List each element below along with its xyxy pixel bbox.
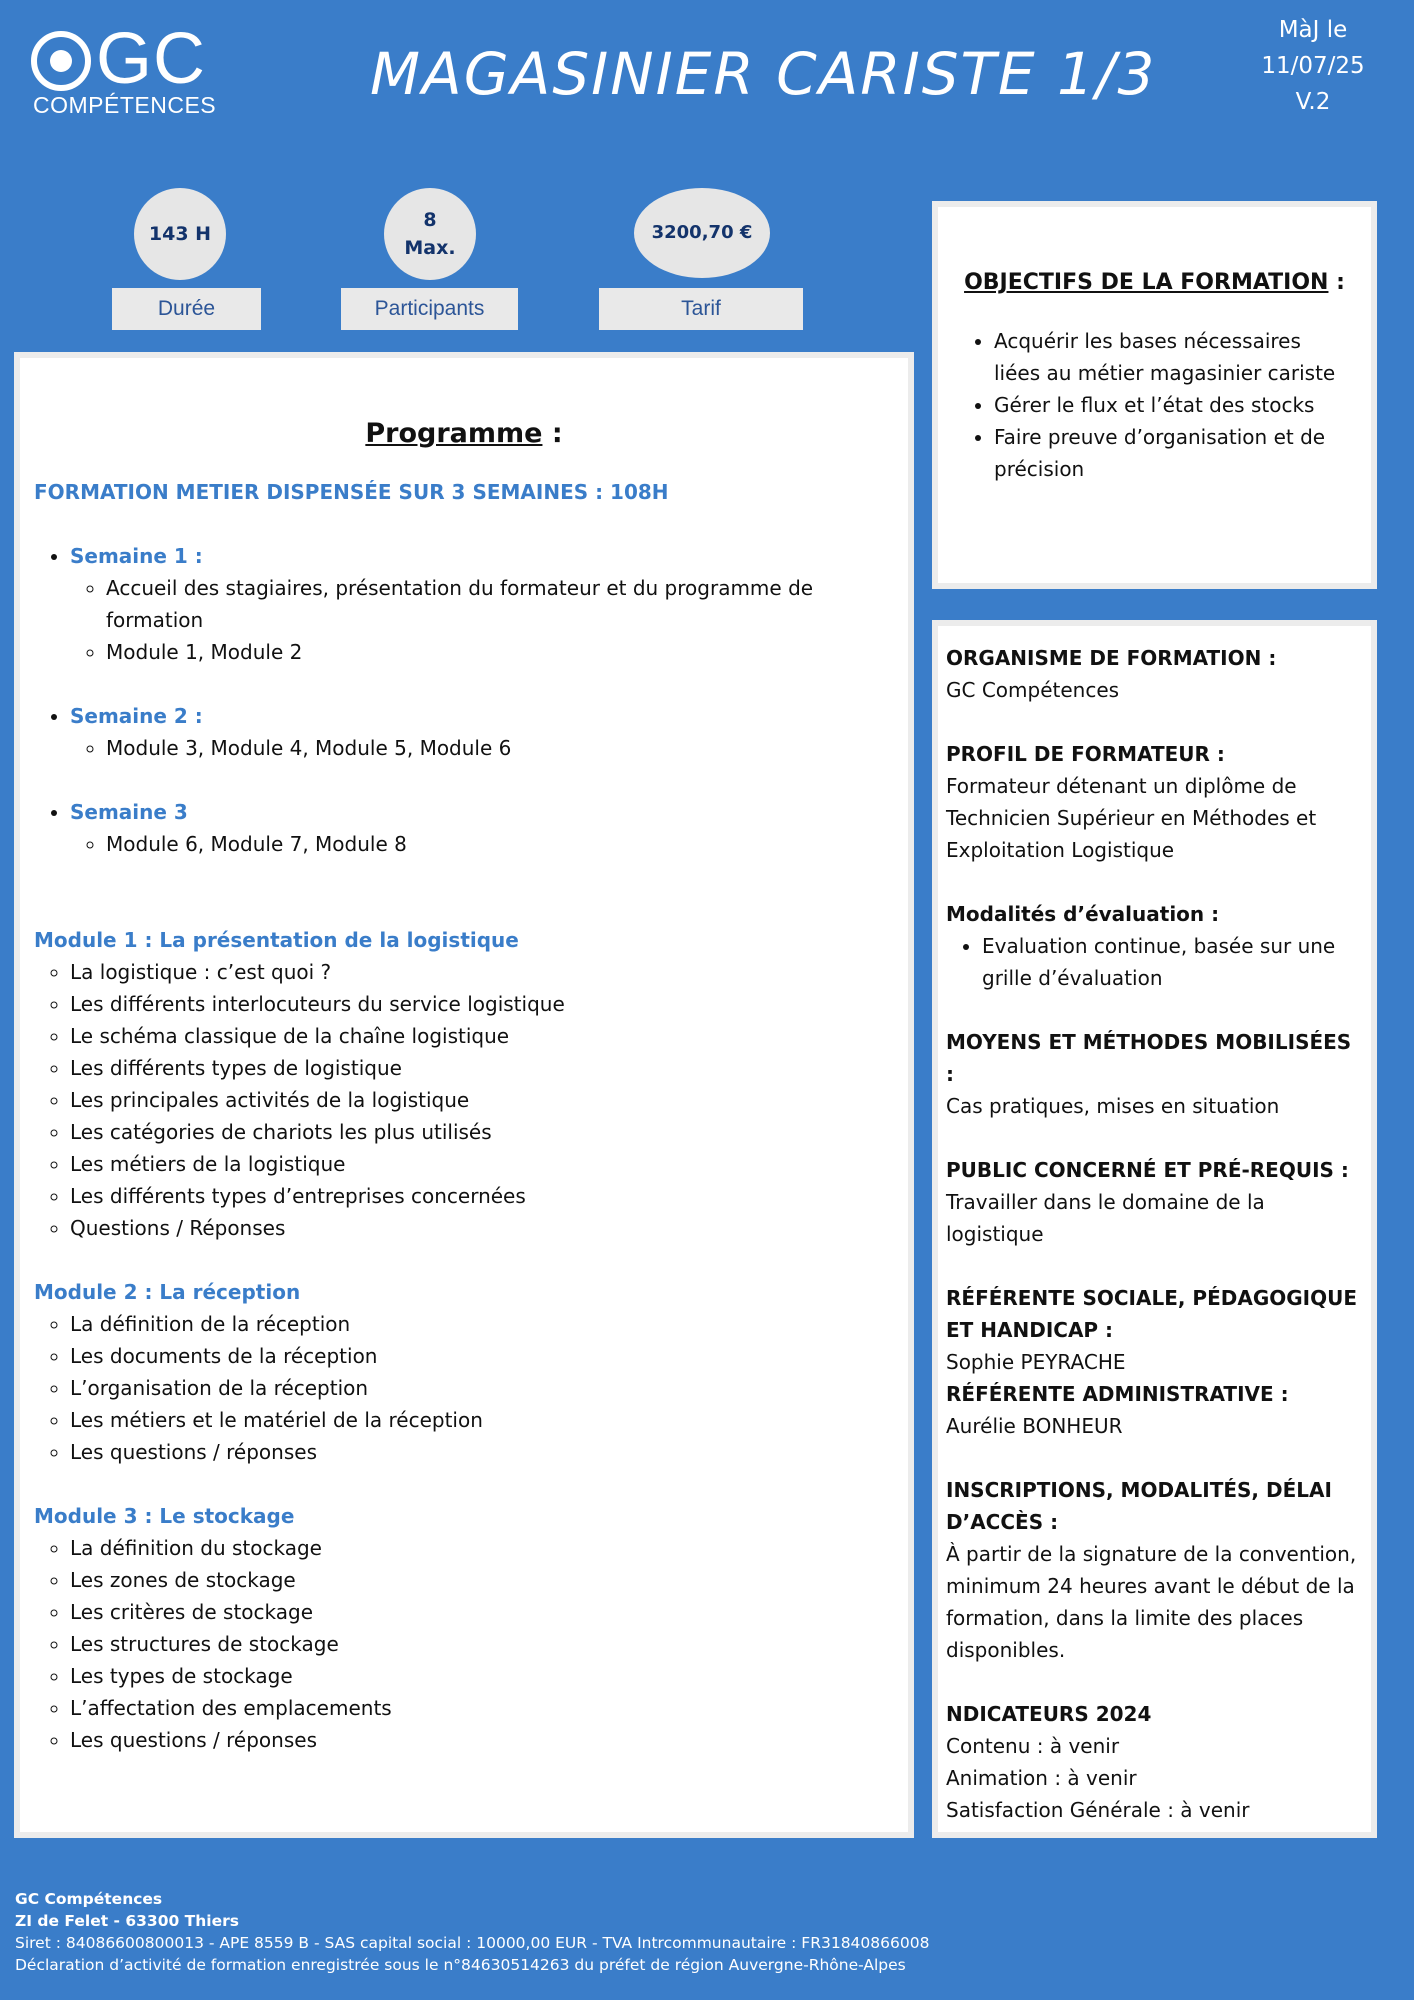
- duration-value: 143 H: [148, 223, 212, 245]
- list-item: ◦ La définition du stockage: [70, 1532, 894, 1564]
- public-value: Travailler dans le domaine de la logistique: [946, 1190, 1265, 1246]
- module-list: [70, 1532, 894, 1756]
- referente-admin-value: Aurélie BONHEUR: [946, 1414, 1123, 1438]
- list-item: ◦ Questions / Réponses: [70, 1212, 894, 1244]
- module-title: Module 3 : Le stockage: [34, 1504, 295, 1528]
- list-item: • Gérer le flux et l’état des stocks: [994, 389, 1351, 421]
- list-item: ◦ Les zones de stockage: [70, 1564, 894, 1596]
- public-label: PUBLIC CONCERNÉ ET PRÉ-REQUIS :: [946, 1158, 1349, 1182]
- list-item: ◦ Les principales activités de la logistique: [70, 1084, 894, 1116]
- version: V.2: [1295, 89, 1331, 115]
- logo-subtitle: COMPÉTENCES: [33, 92, 217, 118]
- module-list: [70, 1308, 894, 1468]
- footer-address: ZI de Felet - 63300 Thiers: [15, 1912, 239, 1930]
- week-list: [70, 700, 894, 764]
- list-item: ◦ Les types de stockage: [70, 1660, 894, 1692]
- list-item: ◦ L’affectation des emplacements: [70, 1692, 894, 1724]
- list-item: ◦ Les questions / réponses: [70, 1436, 894, 1468]
- week-list: [70, 540, 894, 668]
- logo: [30, 19, 220, 122]
- list-item: ◦ Les métiers et le matériel de la réception: [70, 1404, 894, 1436]
- page-title: MAGASINIER CARISTE 1/3: [370, 40, 1157, 108]
- list-item: ◦ Les critères de stockage: [70, 1596, 894, 1628]
- indicateur-item: Animation : à venir: [946, 1766, 1137, 1790]
- inscriptions-label: INSCRIPTIONS, MODALITÉS, DÉLAI D’ACCÈS :: [946, 1478, 1332, 1534]
- participants-max: Max.: [404, 237, 456, 259]
- list-item: • Faire preuve d’organisation et de précision: [994, 421, 1351, 485]
- referente-sociale-label: RÉFÉRENTE SOCIALE, PÉDAGOGIQUE ET HANDICAP :: [946, 1286, 1358, 1342]
- inscriptions-value: À partir de la signature de la convention, minimum 24 heures avant le début de la formation, dans la limite des places disponibles.: [946, 1542, 1357, 1662]
- objectives-title: OBJECTIFS DE LA FORMATION :: [964, 270, 1345, 295]
- list-item: ◦ Les catégories de chariots les plus utilisés: [70, 1116, 894, 1148]
- referente-sociale-value: Sophie PEYRACHE: [946, 1350, 1126, 1374]
- objectives-panel: [932, 201, 1377, 589]
- update-date: 11/07/25: [1261, 53, 1365, 79]
- price-value: 3200,70 €: [651, 222, 753, 243]
- list-item: ◦ L’organisation de la réception: [70, 1372, 894, 1404]
- list-item: ◦ Le schéma classique de la chaîne logistique: [70, 1020, 894, 1052]
- footer-company: GC Compétences: [15, 1890, 163, 1908]
- module-list: [70, 956, 894, 1244]
- indicateur-item: Contenu : à venir: [946, 1734, 1120, 1758]
- programme-panel: [14, 352, 914, 1838]
- participants-value: 8: [423, 209, 437, 231]
- list-item: ◦ La définition de la réception: [70, 1308, 894, 1340]
- participants-label: Participants: [341, 288, 518, 330]
- footer-legal: Siret : 84086600800013 - APE 8559 B - SAS capital social : 10000,00 EUR - TVA Intrcommunautaire : FR31840866008: [15, 1934, 930, 1952]
- evaluation-item: • Evaluation continue, basée sur une grille d’évaluation: [982, 930, 1363, 994]
- moyens-label: MOYENS ET MÉTHODES MOBILISÉES :: [946, 1030, 1352, 1086]
- list-item: ◦ Module 6, Module 7, Module 8: [106, 828, 894, 860]
- organisme-label: ORGANISME DE FORMATION :: [946, 646, 1277, 670]
- list-item: ◦ Les différents interlocuteurs du service logistique: [70, 988, 894, 1020]
- indicateurs-label: NDICATEURS 2024: [946, 1702, 1152, 1726]
- footer-declaration: Déclaration d’activité de formation enregistrée sous le n°84630514263 du préfet de région Auvergne-Rhône-Alpes: [15, 1956, 906, 1974]
- list-item: ◦ Les métiers de la logistique: [70, 1148, 894, 1180]
- list-item: ◦ Les structures de stockage: [70, 1628, 894, 1660]
- week-list: [70, 796, 894, 860]
- duration-label: Durée: [112, 288, 261, 330]
- week-item: • Semaine 2 : ◦ Module 3, Module 4, Module 5, Module 6: [70, 700, 894, 764]
- referente-admin-label: RÉFÉRENTE ADMINISTRATIVE :: [946, 1382, 1289, 1406]
- module-title: Module 1 : La présentation de la logistique: [34, 928, 519, 952]
- logo-ring-icon: [30, 30, 92, 92]
- list-item: ◦ Module 3, Module 4, Module 5, Module 6: [106, 732, 894, 764]
- profil-value: Formateur détenant un diplôme de Technicien Supérieur en Méthodes et Exploitation Logistique: [946, 774, 1317, 862]
- evaluation-label: Modalités d’évaluation :: [946, 902, 1220, 926]
- duration-circle: [134, 188, 226, 280]
- indicateur-item: Satisfaction Générale : à venir: [946, 1798, 1250, 1822]
- list-item: ◦ Accueil des stagiaires, présentation du formateur et du programme de formation: [106, 572, 894, 636]
- participants-circle: [384, 188, 476, 280]
- list-item: ◦ Les documents de la réception: [70, 1340, 894, 1372]
- objectives-list: [994, 325, 1351, 485]
- list-item: ◦ Les différents types de logistique: [70, 1052, 894, 1084]
- price-circle: [634, 188, 770, 278]
- organisme-value: GC Compétences: [946, 678, 1120, 702]
- info-panel: [932, 620, 1377, 1838]
- week-item: • Semaine 3 ◦ Module 6, Module 7, Module 8: [70, 796, 894, 860]
- list-item: ◦ Module 1, Module 2: [106, 636, 894, 668]
- list-item: ◦ Les questions / réponses: [70, 1724, 894, 1756]
- price-label: Tarif: [599, 288, 803, 330]
- moyens-value: Cas pratiques, mises en situation: [946, 1094, 1280, 1118]
- list-item: ◦ La logistique : c’est quoi ?: [70, 956, 894, 988]
- update-label: MàJ le: [1278, 17, 1348, 43]
- footer: [15, 1888, 929, 1976]
- programme-subtitle: FORMATION METIER DISPENSÉE SUR 3 SEMAINES : 108H: [34, 480, 669, 504]
- module-title: Module 2 : La réception: [34, 1280, 301, 1304]
- logo-letters: GC: [96, 19, 206, 99]
- list-item: ◦ Les différents types d’entreprises concernées: [70, 1180, 894, 1212]
- update-info: [1248, 12, 1378, 120]
- list-item: • Acquérir les bases nécessaires liées au métier magasinier cariste: [994, 325, 1351, 389]
- profil-label: PROFIL DE FORMATEUR :: [946, 742, 1225, 766]
- week-item: • Semaine 1 : ◦ Accueil des stagiaires, présentation du formateur et du programme de formation ◦ Module 1, Module 2: [70, 540, 894, 668]
- programme-title: Programme :: [365, 418, 563, 449]
